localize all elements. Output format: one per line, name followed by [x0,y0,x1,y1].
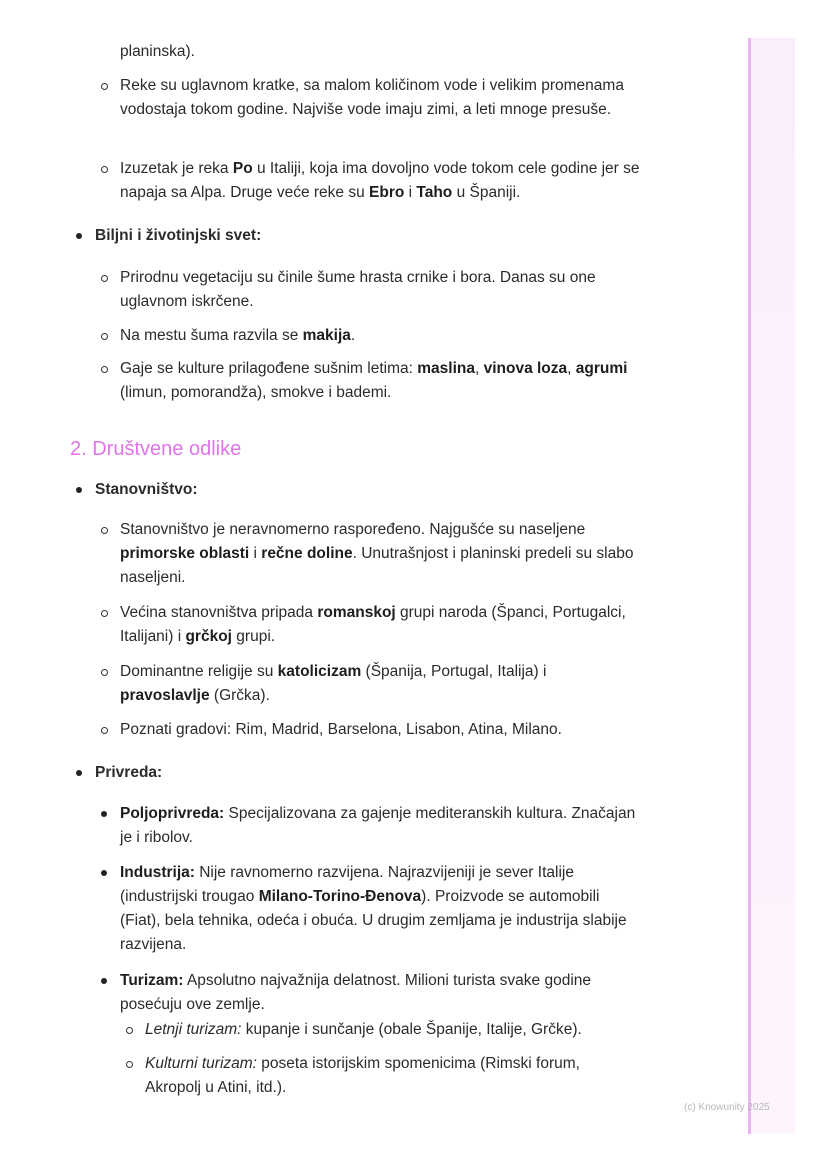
list-item-population-3 [120,660,640,708]
bold-term: primorske oblasti [120,545,250,562]
circle-bullet-icon [101,166,108,173]
circle-bullet-icon [101,275,108,282]
section-flora [95,224,655,248]
list-heading: Stanovništvo: [95,481,198,498]
text: (Španija, Portugal, Italija) i [361,663,547,680]
disc-bullet-icon [101,870,107,876]
section-economy [95,761,655,785]
list-item-flora-2 [120,324,640,348]
bold-term: Taho [416,184,453,201]
bold-term: Industrija: [120,864,195,881]
italic-term: Letnji turizam: [145,1021,242,1038]
circle-bullet-icon [101,527,108,534]
bold-term: pravoslavlje [120,687,210,704]
bold-term: rečne doline [261,545,353,562]
list-item-summer-tourism [145,1018,625,1042]
italic-term: Kulturni turizam: [145,1055,257,1072]
bold-term: maslina [417,360,475,377]
list-item-cultural-tourism [145,1052,625,1100]
list-item-agriculture [120,802,640,850]
list-item-industry [120,861,640,957]
text: Stanovništvo je neravnomerno raspoređeno. Najgušće su naseljene [120,521,586,538]
section-heading: 2. Društvene odlike [70,438,242,460]
circle-bullet-icon [126,1061,133,1068]
text: grupi. [231,628,276,645]
text: i [404,184,417,201]
text: kupanje i sunčanje (obale Španije, Italije, Grčke). [241,1021,582,1038]
section-population [95,478,655,502]
list-item-flora-3 [120,357,640,405]
disc-bullet-icon [76,487,82,493]
list-item-population-1 [120,518,640,590]
list-item-flora-1 [120,266,640,314]
text: u Italiji, koja ima dovoljno vode tokom cele godine jer se napaja sa Alpa. Druge veće reke su [120,160,640,201]
list-item-text: Poznati gradovi: Rim, Madrid, Barselona, Lisabon, Atina, Milano. [120,721,562,738]
text: Nije ravnomerno razvijena. Najrazvijeniji je sever Italije (industrijski trougao [120,864,574,905]
text: , [567,360,576,377]
bold-term: makija [302,327,351,344]
list-item-population-2 [120,601,640,649]
list-item-rivers-2 [120,157,640,205]
text: Dominantne religije su [120,663,278,680]
bold-term: grčkoj [185,628,232,645]
text: u Španiji. [452,184,521,201]
bold-term: Poljoprivreda: [120,805,225,822]
circle-bullet-icon [101,610,108,617]
text: grupi naroda (Španci, Portugalci, Italijani) i [120,604,626,645]
text: . Unutrašnjost i planinski predeli su slabo naseljeni. [120,545,634,586]
text: (limun, pomorandža), smokve i bademi. [120,384,392,401]
bold-term: romanskoj [317,604,396,621]
disc-bullet-icon [76,770,82,776]
list-heading: Privreda: [95,764,163,781]
page-side-margin [748,38,795,1134]
circle-bullet-icon [101,727,108,734]
disc-bullet-icon [101,811,107,817]
continuation-text [120,40,640,64]
text: Na mestu šuma razvila se [120,327,303,344]
list-heading: Biljni i životinjski svet: [95,227,262,244]
text: Gaje se kulture prilagođene sušnim letima: [120,360,418,377]
bold-term: Po [232,160,253,177]
text: ). Proizvode se automobili (Fiat), bela tehnika, odeća i obuća. U drugim zemljama je industrija slabije razvijena. [120,888,627,953]
continuation-line: planinska). [120,43,195,60]
text: Specijalizovana za gajenje mediteranskih kultura. Značajan je i ribolov. [120,805,636,846]
text: Apsolutno najvažnija delatnost. Milioni turista svake godine posećuju ove zemlje. [120,972,592,1013]
copyright-footer: (c) Knowunity 2025 [684,1102,770,1113]
list-item-text: Reke su uglavnom kratke, sa malom količinom vode i velikim promenama vodostaja tokom godine. Najviše vode imaju zimi, a leti mnoge presuše. [120,77,624,118]
text: Većina stanovništva pripada [120,604,318,621]
circle-bullet-icon [126,1027,133,1034]
text: poseta istorijskim spomenicima (Rimski forum, Akropolj u Atini, itd.). [145,1055,580,1096]
bold-term: katolicizam [277,663,362,680]
bold-term: vinova loza [483,360,568,377]
text: (Grčka). [209,687,270,704]
list-item-text: Prirodnu vegetaciju su činile šume hrasta crnike i bora. Danas su one uglavnom iskrčene. [120,269,596,310]
circle-bullet-icon [101,669,108,676]
list-item-rivers-1 [120,74,640,122]
circle-bullet-icon [101,366,108,373]
bold-term: agrumi [575,360,628,377]
circle-bullet-icon [101,83,108,90]
disc-bullet-icon [101,978,107,984]
circle-bullet-icon [101,333,108,340]
disc-bullet-icon [76,233,82,239]
list-item-tourism [120,969,640,1017]
text: i [249,545,262,562]
list-item-population-4 [120,718,640,742]
text: Izuzetak je reka [120,160,233,177]
bold-term: Ebro [369,184,405,201]
bold-term: Milano-Torino-Đenova [258,888,422,905]
text: . [350,327,356,344]
text: , [474,360,484,377]
bold-term: Turizam: [120,972,184,989]
